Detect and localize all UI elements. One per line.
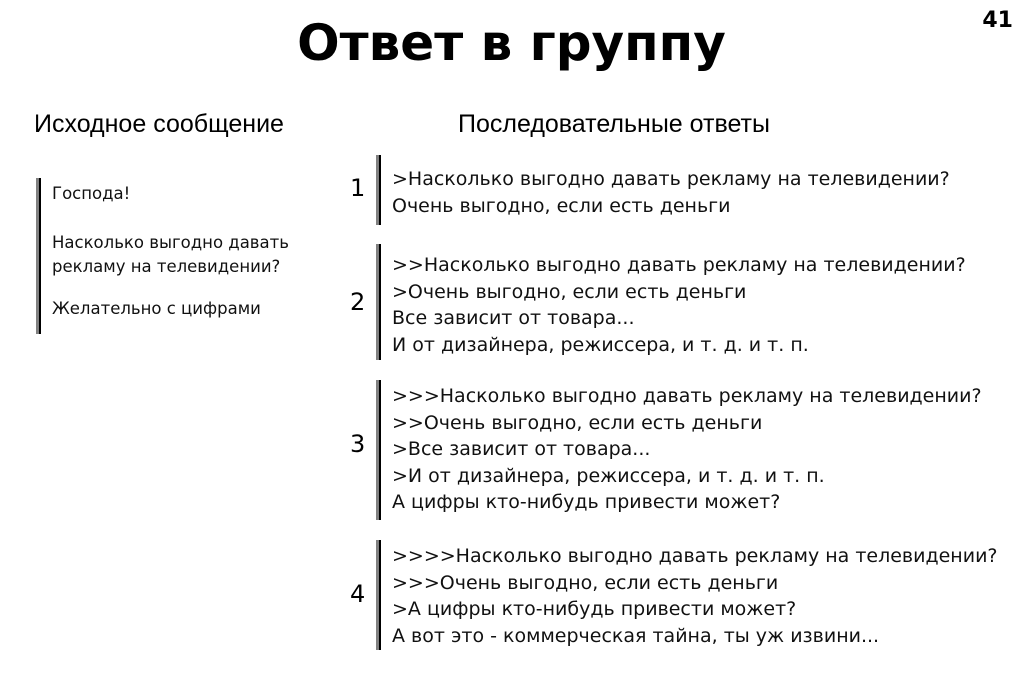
message-line: Желательно с цифрами: [52, 299, 261, 318]
reply-line: >Все зависит от товара...: [392, 438, 651, 460]
slide-number: 41: [982, 8, 1013, 33]
replies-heading: Последовательные ответы: [458, 110, 770, 138]
reply-message: [376, 540, 996, 650]
reply-line: А вот это - коммерческая тайна, ты уж извини...: [392, 624, 880, 647]
reply-line: >>>Насколько выгодно давать рекламу на телевидении?: [392, 385, 982, 407]
original-message-heading: Исходное сообщение: [34, 110, 284, 138]
reply-line: >>Насколько выгодно давать рекламу на телевидении?: [392, 254, 966, 276]
reply-number: 1: [350, 174, 366, 202]
reply-number: 3: [350, 430, 366, 458]
reply-line: И от дизайнера, режиссера, и т. д. и т. п.: [392, 333, 809, 356]
reply-number: 2: [350, 288, 366, 316]
reply-line: >А цифры кто-нибудь привести может?: [392, 598, 797, 620]
reply-line: А цифры кто-нибудь привести может?: [392, 491, 781, 513]
quote-bar: [376, 540, 381, 650]
original-message: [36, 178, 336, 334]
message-line: Насколько выгодно давать: [52, 233, 289, 252]
reply-line: Все зависит от товара...: [392, 307, 635, 329]
quote-bar: [376, 244, 381, 360]
reply-line: Очень выгодно, если есть деньги: [392, 194, 731, 217]
quote-bar: [376, 380, 381, 520]
quote-bar: [36, 178, 41, 334]
quote-bar: [376, 155, 381, 225]
reply-line: >>>>Насколько выгодно давать рекламу на телевидении?: [392, 545, 998, 567]
reply-line: >И от дизайнера, режиссера, и т. д. и т. п.: [392, 464, 825, 487]
reply-line: >>Очень выгодно, если есть деньги: [392, 411, 763, 434]
reply-line: >>>Очень выгодно, если есть деньги: [392, 571, 779, 594]
message-line: Господа!: [52, 184, 131, 203]
reply-line: >Очень выгодно, если есть деньги: [392, 280, 747, 303]
slide-title: Ответ в группу: [297, 14, 726, 72]
reply-line: >Насколько выгодно давать рекламу на телевидении?: [392, 168, 950, 190]
reply-message: [376, 155, 996, 225]
reply-message: [376, 244, 996, 360]
reply-message: [376, 380, 996, 520]
message-line: рекламу на телевидении?: [52, 257, 281, 276]
reply-number: 4: [350, 580, 366, 608]
